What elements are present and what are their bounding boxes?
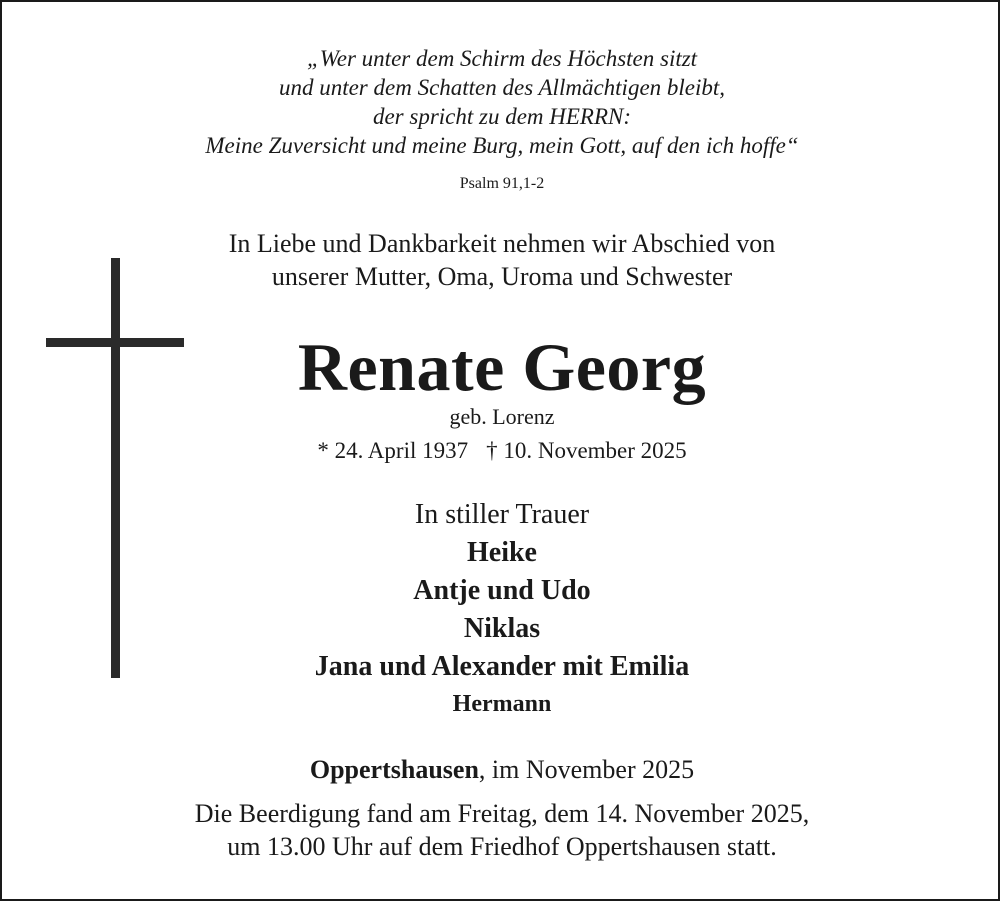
- quote-line-2: und unter dem Schatten des Allmächtigen bleibt,: [278, 75, 726, 100]
- place-name: Oppertshausen: [309, 755, 479, 784]
- intro-line-2: unserer Mutter, Oma, Uroma und Schwester: [271, 262, 733, 291]
- deceased-name: Renate Georg: [297, 329, 707, 405]
- birth-date: * 24. April 1937: [317, 438, 469, 463]
- quote-line-1: „Wer unter dem Schirm des Höchsten sitzt: [306, 46, 698, 71]
- death-date: † 10. November 2025: [486, 438, 687, 463]
- intro-line-1: In Liebe und Dankbarkeit nehmen wir Abschied von: [228, 229, 776, 258]
- funeral-line-1: Die Beerdigung fand am Freitag, dem 14. November 2025,: [194, 799, 810, 828]
- mourners-heading: In stiller Trauer: [414, 499, 590, 530]
- mourner-name: Heike: [467, 537, 537, 568]
- life-dates: [2, 438, 1000, 464]
- place-date: [2, 755, 1000, 785]
- funeral-line-2: um 13.00 Uhr auf dem Friedhof Oppertshausen statt.: [227, 832, 777, 861]
- maiden-name: geb. Lorenz: [449, 404, 555, 429]
- quote-line-3: der spricht zu dem HERRN:: [372, 104, 632, 129]
- place-date-text: , im November 2025: [478, 755, 695, 784]
- quote-line-4: Meine Zuversicht und meine Burg, mein Gott, auf den ich hoffe“: [205, 133, 799, 158]
- mourner-name: Niklas: [463, 613, 541, 644]
- mourner-name: Jana und Alexander mit Emilia: [314, 651, 690, 682]
- mourner-name: Hermann: [452, 691, 552, 717]
- mourner-name: Antje und Udo: [413, 575, 591, 606]
- quote-reference: Psalm 91,1-2: [459, 175, 545, 192]
